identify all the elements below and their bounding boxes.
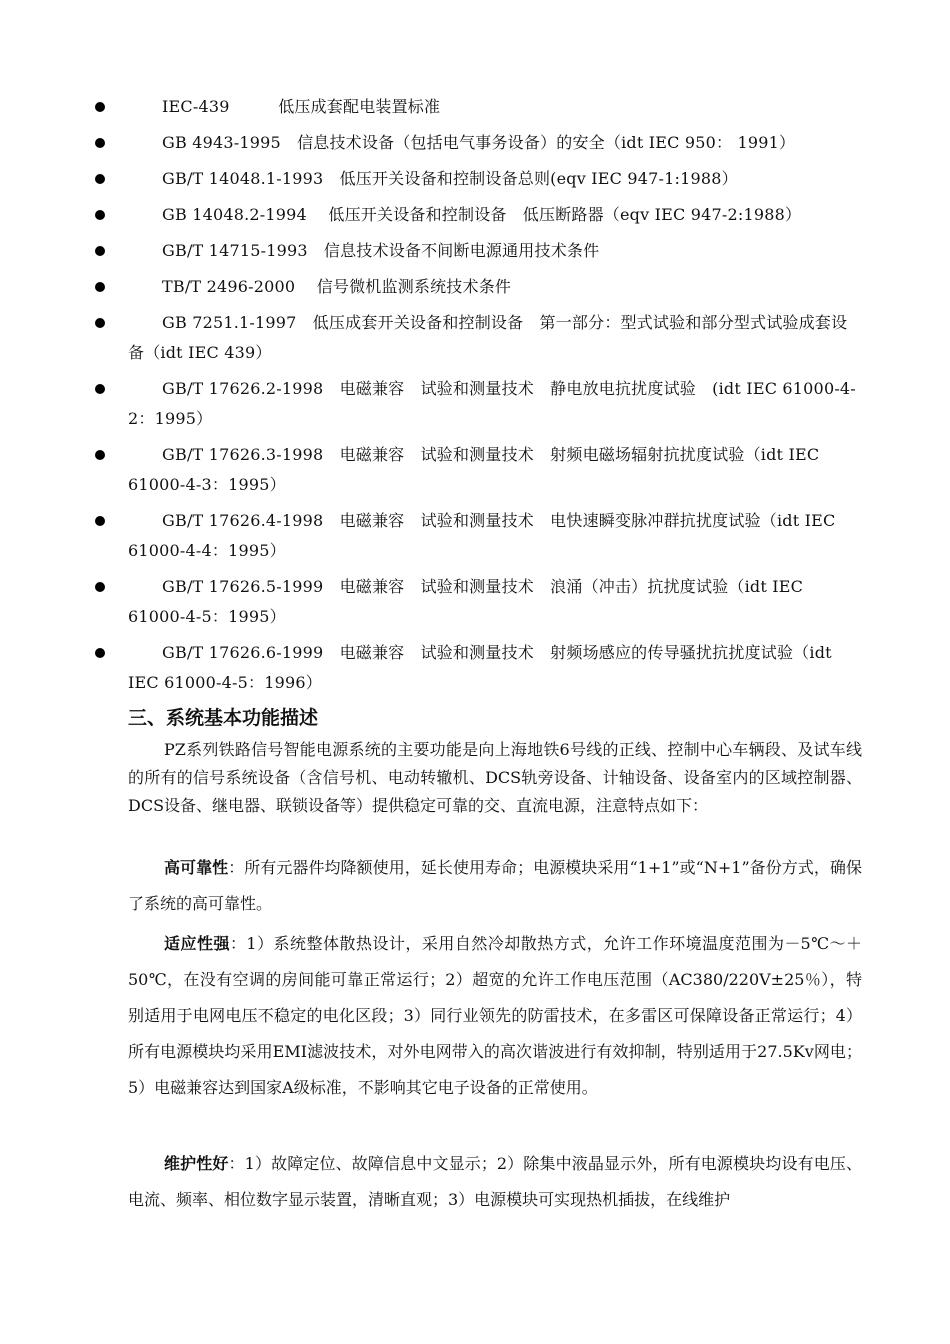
feature-label: 适应性强: [164, 934, 230, 953]
bullet-icon: [95, 282, 105, 292]
standard-text: TB/T 2496-2000 信号微机监测系统技术条件: [162, 277, 512, 296]
list-item: [0, 506, 950, 566]
list-item: [0, 638, 950, 698]
bullet-icon: [95, 174, 105, 184]
bullet-icon: [95, 516, 105, 526]
list-item: [0, 236, 950, 266]
bullet-icon: [95, 246, 105, 256]
feature-label: 维护性好: [164, 1154, 229, 1173]
bullet-icon: [95, 210, 105, 220]
list-item: [0, 164, 950, 194]
list-item: [0, 128, 950, 158]
feature-label: 高可靠性: [164, 858, 229, 877]
bullet-icon: [95, 318, 105, 328]
intro-paragraph: PZ系列铁路信号智能电源系统的主要功能是向上海地铁6号线的正线、控制中心车辆段、及试车线的所有的信号系统设备（含信号机、电动转辙机、DCS轨旁设备、计轴设备、设备室内的区域控制器、DCS设备、继电器、联锁设备等）提供稳定可靠的交、直流电源，注意特点如下：: [128, 740, 862, 815]
standard-text: GB 7251.1-1997 低压成套开关设备和控制设备 第一部分：型式试验和部分型式试验成套设备（idt IEC 439）: [128, 313, 848, 362]
standard-text: GB/T 14715-1993 信息技术设备不间断电源通用技术条件: [162, 241, 600, 260]
feature-text: ：1）系统整体散热设计，采用自然冷却散热方式，允许工作环境温度范围为－5℃～＋50℃，在没有空调的房间能可靠正常运行；2）超宽的允许工作电压范围（AC380/220V±25％），特别适用于电网电压不稳定的电化区段；3）同行业领先的防雷技术，在多雷区可保障设备正常运行；4）所有电源模块均采用EMI滤波技术，对外电网带入的高次谐波进行有效抑制，特别适用于27.5Kv网电；5）电磁兼容达到国家A级标准，不影响其它电子设备的正常使用。: [128, 934, 862, 1097]
standards-list: [0, 92, 950, 704]
standard-text: GB/T 17626.3-1998 电磁兼容 试验和测量技术 射频电磁场辐射抗扰度试验（idt IEC 61000-4-3：1995）: [128, 445, 820, 494]
feature-adaptability-paragraph: [128, 926, 862, 1106]
list-item: [0, 308, 950, 368]
bullet-icon: [95, 450, 105, 460]
standard-text: GB 14048.2-1994 低压开关设备和控制设备 低压断路器（eqv IEC 947-2:1988）: [162, 205, 802, 224]
bullet-icon: [95, 102, 105, 112]
section-title: 三、系统基本功能描述: [128, 707, 319, 729]
standard-text: GB/T 17626.6-1999 电磁兼容 试验和测量技术 射频场感应的传导骚扰抗扰度试验（idt IEC 61000-4-5：1996）: [128, 643, 832, 692]
bullet-icon: [95, 384, 105, 394]
bullet-icon: [95, 648, 105, 658]
list-item: [0, 200, 950, 230]
feature-maintenance-paragraph: [128, 1146, 862, 1218]
standard-text: IEC-439 低压成套配电装置标准: [162, 97, 441, 116]
list-item: [0, 374, 950, 434]
bullet-icon: [95, 138, 105, 148]
standard-text: GB 4943-1995 信息技术设备（包括电气事务设备）的安全（idt IEC 950： 1991）: [162, 133, 796, 152]
list-item: [0, 572, 950, 632]
bullet-icon: [95, 582, 105, 592]
list-item: [0, 92, 950, 122]
standard-text: GB/T 14048.1-1993 低压开关设备和控制设备总则(eqv IEC 947-1:1988）: [162, 169, 738, 188]
standard-text: GB/T 17626.4-1998 电磁兼容 试验和测量技术 电快速瞬变脉冲群抗扰度试验（idt IEC 61000-4-4：1995）: [128, 511, 836, 560]
list-item: [0, 440, 950, 500]
standard-text: GB/T 17626.2-1998 电磁兼容 试验和测量技术 静电放电抗扰度试验 (idt IEC 61000-4-2：1995）: [128, 379, 856, 428]
list-item: [0, 272, 950, 302]
standard-text: GB/T 17626.5-1999 电磁兼容 试验和测量技术 浪涌（冲击）抗扰度试验（idt IEC 61000-4-5：1995）: [128, 577, 804, 626]
feature-text: ：所有元器件均降额使用，延长使用寿命；电源模块采用“1+1”或“N+1”备份方式，确保了系统的高可靠性。: [128, 858, 862, 913]
feature-reliability-paragraph: [128, 850, 862, 922]
feature-text: ：1）故障定位、故障信息中文显示；2）除集中液晶显示外，所有电源模块均设有电压、电流、频率、相位数字显示装置，清晰直观；3）电源模块可实现热机插拔，在线维护: [128, 1154, 862, 1209]
